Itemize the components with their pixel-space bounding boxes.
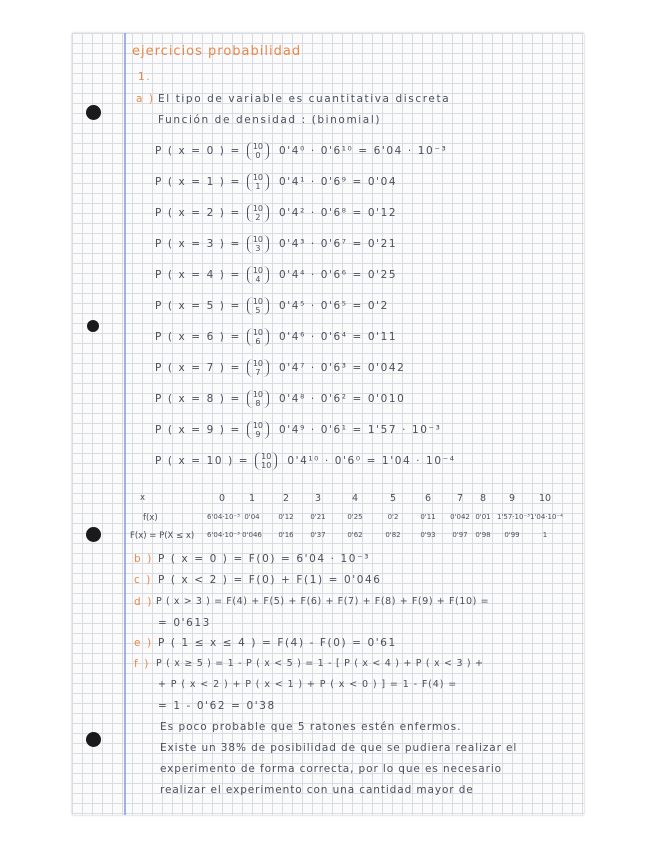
- binder-hole: [86, 105, 101, 120]
- table-cell-x: 5: [389, 493, 397, 504]
- table-cell-Fx: 0'99: [504, 531, 520, 539]
- conclusion-line: Es poco probable que 5 ratones estén enfermos.: [160, 721, 462, 733]
- table-cell-Fx: 0'046: [242, 531, 262, 539]
- table-cell-fx: 1'57·10⁻³: [497, 513, 530, 521]
- binomial-top: 10: [261, 452, 272, 461]
- binomial-bottom: 0: [255, 151, 261, 160]
- item-marker-a: a ): [136, 93, 155, 105]
- binomial-top: 10: [252, 235, 264, 244]
- table-cell-Fx: 6'04·10⁻³: [207, 531, 240, 539]
- margin-line: [124, 33, 126, 815]
- conclusion-line: Existe un 38% de posibilidad de que se pudiera realizar el: [160, 742, 518, 754]
- pmf-row: [155, 328, 397, 346]
- binomial-coefficient: [247, 266, 269, 284]
- table-label-x: x: [140, 493, 146, 503]
- answer-b: P ( x = 0 ) = F(0) = 6'04 · 10⁻³: [158, 553, 371, 565]
- binomial-coefficient: [247, 204, 269, 222]
- pmf-lhs: P ( x = 7 ) =: [155, 362, 241, 374]
- answer-f-continuation: + P ( x < 2 ) + P ( x < 1 ) + P ( x < 0 ) ] = 1 - F(4) =: [158, 679, 458, 690]
- pmf-row: [155, 390, 405, 408]
- table-cell-Fx: 0'98: [475, 531, 491, 539]
- binomial-bottom: 8: [255, 399, 261, 408]
- conclusion-line: realizar el experimento con una cantidad mayor de: [160, 784, 474, 796]
- pmf-row: [155, 266, 397, 284]
- item-marker-e: e ): [134, 637, 153, 649]
- item-marker-b: b ): [134, 553, 153, 565]
- binomial-bottom: 10: [261, 461, 272, 470]
- binomial-bottom: 2: [255, 213, 261, 222]
- table-cell-fx: 0'11: [420, 513, 436, 521]
- pmf-rhs: 0'4⁷ · 0'6³ = 0'042: [279, 362, 406, 374]
- answer-e: P ( 1 ≤ x ≤ 4 ) = F(4) - F(0) = 0'61: [158, 637, 397, 649]
- table-cell-fx: 0'01: [475, 513, 491, 521]
- answer-c: P ( x < 2 ) = F(0) + F(1) = 0'046: [158, 574, 382, 586]
- pmf-row: [155, 142, 447, 160]
- pmf-row: [155, 173, 397, 191]
- binomial-coefficient: [247, 421, 269, 439]
- table-cell-x: 1: [248, 493, 256, 504]
- variable-type-text: El tipo de variable es cuantitativa discreta: [158, 93, 451, 105]
- item-marker-d: d ): [134, 596, 153, 608]
- answer-f-result: = 1 - 0'62 = 0'38: [158, 700, 276, 712]
- table-cell-x: 10: [538, 493, 552, 504]
- conclusion-line: experimento de forma correcta, por lo que es necesario: [160, 763, 502, 775]
- pmf-lhs: P ( x = 4 ) =: [155, 269, 241, 281]
- pmf-rhs: 0'4⁰ · 0'6¹⁰ = 6'04 · 10⁻³: [279, 145, 448, 157]
- table-cell-Fx: 0'37: [310, 531, 326, 539]
- answer-f: P ( x ≥ 5 ) = 1 - P ( x < 5 ) = 1 - [ P ( x < 4 ) + P ( x < 3 ) +: [156, 658, 484, 669]
- pmf-rhs: 0'4⁸ · 0'6² = 0'010: [279, 393, 406, 405]
- table-cell-fx: 0'12: [278, 513, 294, 521]
- binomial-coefficient: [247, 328, 269, 346]
- table-cell-Fx: 1: [542, 531, 548, 539]
- table-cell-Fx: 0'62: [347, 531, 363, 539]
- pmf-rhs: 0'4¹ · 0'6⁹ = 0'04: [279, 176, 398, 188]
- binder-hole: [87, 320, 99, 332]
- pmf-row: [155, 452, 456, 470]
- binomial-coefficient: [247, 173, 269, 191]
- binomial-bottom: 1: [255, 182, 261, 191]
- table-cell-x: 2: [282, 493, 290, 504]
- binomial-coefficient: [247, 297, 269, 315]
- binomial-coefficient: [247, 142, 269, 160]
- table-cell-fx: 0'042: [450, 513, 470, 521]
- table-cell-Fx: 0'16: [278, 531, 294, 539]
- table-cell-fx: 0'25: [347, 513, 363, 521]
- pmf-rhs: 0'4² · 0'6⁸ = 0'12: [279, 207, 398, 219]
- pmf-rhs: 0'4⁶ · 0'6⁴ = 0'11: [279, 331, 398, 343]
- table-label-Fx: F(x) = P(X ≤ x): [130, 531, 195, 541]
- table-cell-fx: 0'21: [310, 513, 326, 521]
- table-cell-x: 4: [351, 493, 359, 504]
- table-label-fx: f(x): [143, 513, 158, 523]
- binomial-bottom: 4: [255, 275, 261, 284]
- table-cell-x: 6: [424, 493, 432, 504]
- table-cell-x: 8: [479, 493, 487, 504]
- binomial-top: 10: [252, 173, 264, 182]
- pmf-row: [155, 421, 441, 439]
- binomial-coefficient: [247, 235, 269, 253]
- binomial-bottom: 3: [255, 244, 261, 253]
- pmf-rhs: 0'4¹⁰ · 0'6⁰ = 1'04 · 10⁻⁴: [287, 455, 456, 467]
- table-cell-x: 9: [508, 493, 516, 504]
- binomial-bottom: 6: [255, 337, 261, 346]
- binomial-top: 10: [252, 204, 264, 213]
- pmf-lhs: P ( x = 8 ) =: [155, 393, 241, 405]
- table-cell-x: 7: [456, 493, 464, 504]
- pmf-lhs: P ( x = 3 ) =: [155, 238, 241, 250]
- pmf-row: [155, 359, 405, 377]
- binomial-top: 10: [252, 297, 264, 306]
- pmf-row: [155, 297, 389, 315]
- pmf-rhs: 0'4⁹ · 0'6¹ = 1'57 · 10⁻³: [279, 424, 442, 436]
- answer-d: P ( x > 3 ) = F(4) + F(5) + F(6) + F(7) + F(8) + F(9) + F(10) =: [156, 596, 490, 607]
- binomial-top: 10: [252, 359, 264, 368]
- table-cell-fx: 1'04·10⁻⁴: [530, 513, 563, 521]
- pmf-rhs: 0'4⁵ · 0'6⁵ = 0'2: [279, 300, 389, 312]
- binomial-bottom: 7: [255, 368, 261, 377]
- pmf-rhs: 0'4⁴ · 0'6⁶ = 0'25: [279, 269, 398, 281]
- table-cell-x: 0: [218, 493, 226, 504]
- binomial-bottom: 9: [255, 430, 261, 439]
- pmf-lhs: P ( x = 0 ) =: [155, 145, 241, 157]
- binomial-top: 10: [252, 328, 264, 337]
- binder-hole: [86, 732, 101, 747]
- pmf-rhs: 0'4³ · 0'6⁷ = 0'21: [279, 238, 398, 250]
- binder-hole: [86, 527, 101, 542]
- answer-d-result: = 0'613: [158, 617, 211, 629]
- pmf-lhs: P ( x = 1 ) =: [155, 176, 241, 188]
- binomial-top: 10: [252, 421, 264, 430]
- pmf-lhs: P ( x = 2 ) =: [155, 207, 241, 219]
- page-title: ejercicios probabilidad: [132, 44, 302, 59]
- table-cell-Fx: 0'82: [385, 531, 401, 539]
- item-marker-c: c ): [134, 574, 153, 586]
- pmf-lhs: P ( x = 10 ) =: [155, 455, 250, 467]
- binomial-top: 10: [252, 390, 264, 399]
- table-cell-fx: 0'2: [387, 513, 399, 521]
- pmf-row: [155, 204, 397, 222]
- table-cell-fx: 0'04: [244, 513, 260, 521]
- pmf-lhs: P ( x = 9 ) =: [155, 424, 241, 436]
- binomial-top: 10: [252, 266, 264, 275]
- table-cell-x: 3: [314, 493, 322, 504]
- binomial-coefficient: [255, 452, 277, 470]
- exercise-number: 1.: [138, 71, 152, 83]
- pmf-lhs: P ( x = 5 ) =: [155, 300, 241, 312]
- table-cell-Fx: 0'93: [420, 531, 436, 539]
- binomial-coefficient: [247, 390, 269, 408]
- density-function-text: Función de densidad : (binomial): [158, 114, 382, 126]
- table-cell-fx: 6'04·10⁻³: [207, 513, 240, 521]
- table-cell-Fx: 0'97: [452, 531, 468, 539]
- pmf-row: [155, 235, 397, 253]
- binomial-coefficient: [247, 359, 269, 377]
- binomial-top: 10: [252, 142, 264, 151]
- binomial-bottom: 5: [255, 306, 261, 315]
- pmf-lhs: P ( x = 6 ) =: [155, 331, 241, 343]
- item-marker-f: f ): [134, 658, 150, 670]
